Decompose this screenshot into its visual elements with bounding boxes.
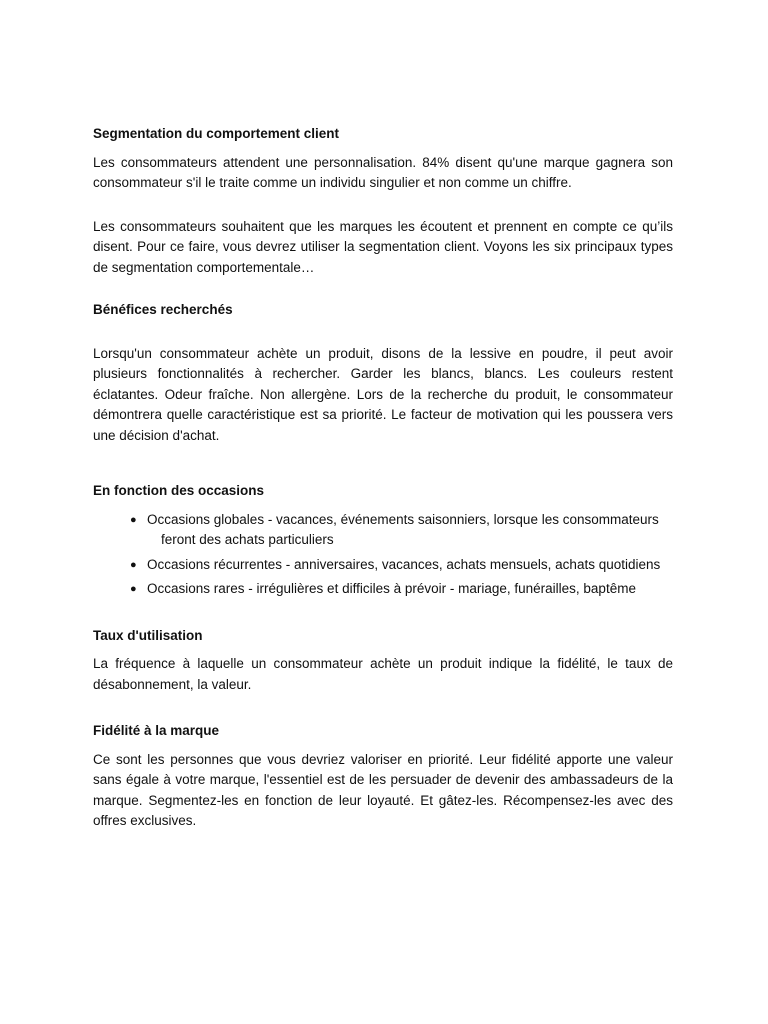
list-item-text: Occasions globales - vacances, événements saisonniers, lorsque les consommateurs: [147, 511, 659, 527]
section-title-occasions: En fonction des occasions: [93, 483, 265, 498]
list-item: [130, 510, 673, 551]
paragraph-taux: La fréquence à laquelle un consommateur achète un produit indique la fidélité, le taux de désabonnement, la valeur.: [93, 656, 673, 692]
list-item-text: Occasions rares - irrégulières et difficiles à prévoir - mariage, funérailles, baptême: [147, 581, 636, 596]
section-title-segmentation: Segmentation du comportement client: [93, 126, 340, 141]
list-item: [130, 555, 673, 576]
list-item-continuation: feront des achats particuliers: [161, 532, 334, 547]
section-title-taux: Taux d'utilisation: [93, 627, 203, 643]
paragraph-fidelite: Ce sont les personnes que vous devriez valoriser en priorité. Leur fidélité apporte une valeur sans égale à votre marque, l'essentiel est de les persuader de devenir des ambassadeurs de la marque. Segmentez-les en fonction de leur loyauté. Et gâtez-les. Récompensez-les avec des offres exclusives.: [93, 751, 673, 828]
section-title-benefices: Bénéfices recherchés: [93, 302, 233, 317]
section-title-fidelite: Fidélité à la marque: [93, 723, 220, 738]
occasions-list: [93, 510, 673, 600]
paragraph-ecoute-marques: Les consommateurs souhaitent que les marques les écoutent et prennent en compte ce qu’ils disent. Pour ce faire, vous devrez utiliser la segmentation client. Voyons les six principaux types de segmentation comportementale…: [93, 218, 673, 275]
bullet-icon: ●: [130, 513, 137, 526]
bullet-icon: ●: [130, 558, 137, 571]
list-item-text: Occasions récurrentes - anniversaires, vacances, achats mensuels, achats quotidiens: [147, 556, 661, 572]
paragraph-personnalisation: Les consommateurs attendent une personnalisation. 84% disent qu'une marque gagnera son consommateur s'il le traite comme un individu singulier et non comme un chiffre.: [93, 154, 673, 190]
paragraph-benefices: Lorsqu'un consommateur achète un produit, disons de la lessive en poudre, il peut avoir plusieurs fonctionnalités à rechercher. Garder les blancs, blancs. Les couleurs restent éclatantes. Odeur fraîche. Non allergène. Lors de la recherche du produit, le consommateur démontrera quelle caractéristique est sa priorité. Le facteur de motivation qui les poussera vers une décision d'achat.: [93, 345, 673, 443]
bullet-icon: ●: [130, 583, 137, 595]
document-page: [93, 124, 673, 832]
list-item: [130, 579, 673, 600]
